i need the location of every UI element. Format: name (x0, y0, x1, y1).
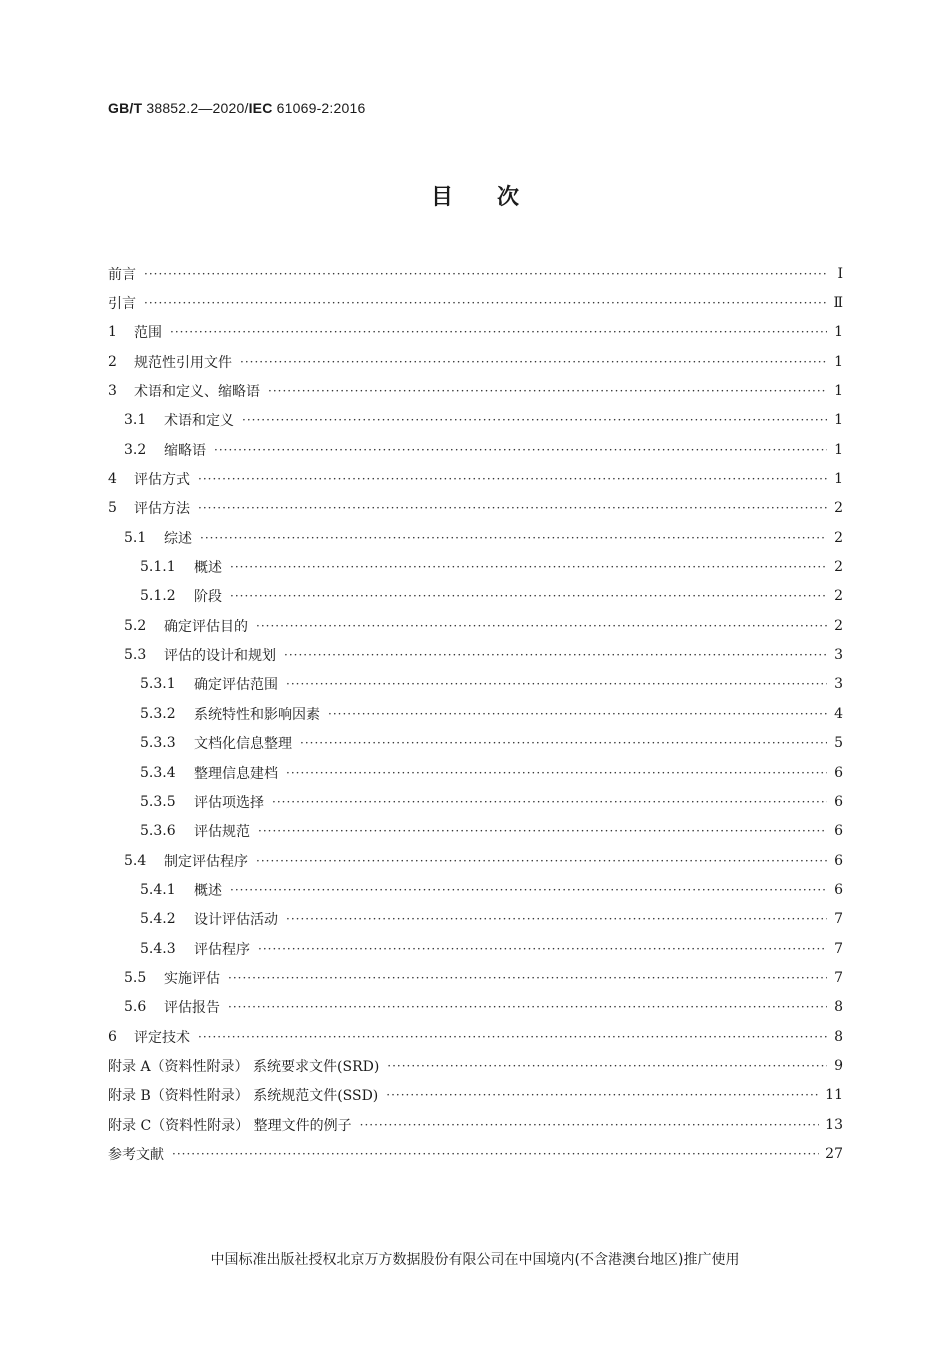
toc-entry-number: 5.6 (124, 999, 147, 1016)
toc-entry[interactable] (108, 464, 843, 493)
toc-leader-dots (240, 355, 827, 369)
toc-leader-dots (230, 560, 827, 574)
page-title: 目次 (430, 185, 563, 210)
toc-leader-dots (230, 883, 827, 897)
table-of-contents (108, 259, 843, 1169)
toc-leader-dots (200, 531, 827, 545)
toc-entry-number: 1 (108, 324, 117, 341)
toc-leader-dots (228, 1000, 827, 1014)
toc-entry-number: 3 (108, 383, 117, 400)
toc-leader-dots (256, 619, 827, 633)
toc-leader-dots (258, 824, 827, 838)
toc-entry[interactable] (108, 934, 843, 963)
toc-entry[interactable] (108, 1022, 843, 1051)
toc-entry-number: 5.5 (124, 969, 147, 986)
toc-entry-number: 5.3.5 (140, 793, 176, 810)
toc-entry-title: 范围 (134, 325, 162, 342)
toc-entry[interactable] (108, 347, 843, 376)
toc-entry-page: 9 (834, 1057, 843, 1074)
toc-entry-number: 3.2 (124, 441, 147, 458)
toc-entry[interactable] (108, 259, 843, 288)
toc-entry[interactable] (108, 993, 843, 1022)
toc-leader-dots (387, 1059, 827, 1073)
toc-entry-title: 概述 (194, 882, 222, 899)
toc-entry[interactable] (108, 406, 843, 435)
toc-leader-dots (258, 942, 827, 956)
toc-entry-page: 2 (834, 559, 843, 576)
toc-entry-title: 阶段 (194, 589, 222, 606)
toc-entry[interactable] (108, 376, 843, 405)
toc-entry-title: 整理信息建档 (194, 765, 278, 782)
toc-entry-title: 确定评估目的 (164, 618, 248, 635)
toc-entry-page: 7 (834, 940, 843, 957)
toc-entry-page: 1 (834, 383, 843, 400)
toc-entry-title: 附录 A（资料性附录） 系统要求文件(SRD) (108, 1058, 380, 1075)
toc-entry-page: Ⅰ (837, 265, 843, 282)
toc-leader-dots (198, 1030, 827, 1044)
toc-entry-number: 5.4.3 (140, 940, 176, 957)
toc-entry-title: 综述 (164, 530, 192, 547)
toc-entry-page: 6 (834, 793, 843, 810)
toc-entry-title: 评定技术 (134, 1029, 190, 1046)
toc-entry-number: 6 (108, 1028, 117, 1045)
toc-entry-number: 5.1.2 (140, 588, 176, 605)
toc-entry-page: 6 (834, 881, 843, 898)
std-code: GB/T (108, 100, 143, 116)
iec-code: IEC (248, 100, 273, 116)
toc-entry-number: 5.1 (124, 529, 147, 546)
toc-entry[interactable] (108, 552, 843, 581)
toc-entry-title: 评估项选择 (194, 794, 264, 811)
toc-entry-page: 7 (834, 969, 843, 986)
toc-entry-number: 4 (108, 471, 117, 488)
toc-entry[interactable] (108, 1051, 843, 1080)
toc-entry-number: 5 (108, 500, 117, 517)
toc-leader-dots (286, 912, 827, 926)
toc-entry-title: 参考文献 (108, 1146, 164, 1163)
toc-entry-title: 评估规范 (194, 824, 250, 841)
toc-leader-dots (286, 677, 827, 691)
toc-entry-page: 3 (834, 647, 843, 664)
toc-entry-title: 术语和定义、缩略语 (134, 384, 260, 401)
toc-entry-number: 5.4.1 (140, 881, 176, 898)
toc-entry[interactable] (108, 670, 843, 699)
toc-entry[interactable] (108, 699, 843, 728)
toc-entry-page: 1 (834, 471, 843, 488)
toc-entry[interactable] (108, 494, 843, 523)
toc-entry-title: 附录 C（资料性附录） 整理文件的例子 (108, 1117, 352, 1134)
toc-entry[interactable] (108, 846, 843, 875)
toc-entry-page: 8 (834, 1028, 843, 1045)
toc-entry-number: 5.1.1 (140, 559, 176, 576)
toc-entry-page: 4 (834, 705, 843, 722)
toc-entry-title: 评估报告 (164, 1000, 220, 1017)
std-number: 38852.2—2020/ (146, 100, 249, 116)
toc-entry-title: 文档化信息整理 (194, 736, 292, 753)
toc-leader-dots (256, 854, 827, 868)
toc-leader-dots (198, 472, 827, 486)
toc-entry-page: 6 (834, 764, 843, 781)
toc-entry-title: 设计评估活动 (194, 912, 278, 929)
toc-entry[interactable] (108, 611, 843, 640)
toc-leader-dots (144, 296, 827, 310)
toc-entry-page: 27 (825, 1145, 843, 1162)
toc-entry-number: 3.1 (124, 412, 147, 429)
toc-leader-dots (230, 589, 827, 603)
toc-leader-dots (272, 795, 827, 809)
toc-leader-dots (286, 766, 827, 780)
toc-entry[interactable] (108, 318, 843, 347)
toc-entry-title: 系统特性和影响因素 (194, 706, 320, 723)
toc-entry-number: 5.3 (124, 647, 147, 664)
toc-entry[interactable] (108, 640, 843, 669)
toc-entry-page: 3 (834, 676, 843, 693)
toc-entry-page: 1 (834, 353, 843, 370)
toc-entry-number: 5.3.6 (140, 823, 176, 840)
toc-entry-page: 1 (834, 441, 843, 458)
toc-entry-page: 13 (825, 1116, 843, 1133)
toc-entry-number: 5.3.3 (140, 735, 176, 752)
footer-notice: 中国标准出版社授权北京万方数据股份有限公司在中国境内(不含港澳台地区)推广使用 (210, 1252, 740, 1268)
toc-entry-page: 6 (834, 852, 843, 869)
toc-leader-dots (172, 1147, 819, 1161)
toc-entry-page: 2 (834, 617, 843, 634)
toc-entry-title: 附录 B（资料性附录） 系统规范文件(SSD) (108, 1088, 379, 1105)
toc-leader-dots (300, 736, 827, 750)
toc-entry-title: 制定评估程序 (164, 853, 248, 870)
toc-entry-title: 评估程序 (194, 941, 250, 958)
toc-leader-dots (170, 325, 827, 339)
toc-entry-title: 确定评估范围 (194, 677, 278, 694)
toc-entry-title: 评估方式 (134, 472, 190, 489)
toc-entry-page: 1 (834, 412, 843, 429)
toc-entry-title: 前言 (108, 266, 136, 283)
toc-leader-dots (214, 443, 827, 457)
toc-entry-page: 1 (834, 324, 843, 341)
toc-entry-title: 引言 (108, 296, 136, 313)
toc-entry[interactable] (108, 787, 843, 816)
toc-entry-number: 5.4 (124, 852, 147, 869)
toc-entry[interactable] (108, 963, 843, 992)
toc-entry[interactable] (108, 435, 843, 464)
toc-leader-dots (228, 971, 827, 985)
toc-entry[interactable] (108, 1110, 843, 1139)
toc-entry[interactable] (108, 1139, 843, 1168)
toc-leader-dots (144, 267, 827, 281)
toc-entry-page: 7 (834, 911, 843, 928)
toc-entry-title: 缩略语 (164, 442, 206, 459)
toc-leader-dots (198, 501, 827, 515)
toc-entry-number: 5.4.2 (140, 911, 176, 928)
toc-leader-dots (284, 648, 827, 662)
toc-entry-title: 规范性引用文件 (134, 354, 232, 371)
toc-entry-number: 5.3.1 (140, 676, 176, 693)
toc-entry-page: 6 (834, 823, 843, 840)
toc-entry-page: 2 (834, 588, 843, 605)
toc-entry-page: 2 (834, 500, 843, 517)
toc-entry-title: 术语和定义 (164, 413, 234, 430)
toc-leader-dots (242, 413, 827, 427)
toc-entry-page: 2 (834, 529, 843, 546)
toc-entry[interactable] (108, 758, 843, 787)
toc-leader-dots (386, 1088, 819, 1102)
toc-entry[interactable] (108, 875, 843, 904)
toc-leader-dots (268, 384, 827, 398)
toc-leader-dots (328, 707, 827, 721)
toc-entry-page: 8 (834, 999, 843, 1016)
toc-entry[interactable] (108, 817, 843, 846)
toc-leader-dots (360, 1118, 820, 1132)
toc-entry-title: 评估的设计和规划 (164, 648, 276, 665)
toc-entry-number: 5.2 (124, 617, 147, 634)
toc-entry[interactable] (108, 523, 843, 552)
toc-entry-page: 11 (825, 1087, 843, 1104)
toc-entry[interactable] (108, 1081, 843, 1110)
toc-entry[interactable] (108, 582, 843, 611)
toc-entry-number: 5.3.2 (140, 705, 176, 722)
iec-number: 61069-2:2016 (272, 100, 366, 116)
toc-entry-title: 评估方法 (134, 501, 190, 518)
toc-entry[interactable] (108, 905, 843, 934)
toc-entry-number: 5.3.4 (140, 764, 176, 781)
toc-entry-page: 5 (834, 735, 843, 752)
toc-entry-page: Ⅱ (833, 295, 843, 312)
toc-entry-title: 概述 (194, 560, 222, 577)
toc-entry[interactable] (108, 288, 843, 317)
toc-entry-title: 实施评估 (164, 970, 220, 987)
standard-number (108, 100, 365, 116)
toc-entry[interactable] (108, 729, 843, 758)
toc-entry-number: 2 (108, 353, 117, 370)
